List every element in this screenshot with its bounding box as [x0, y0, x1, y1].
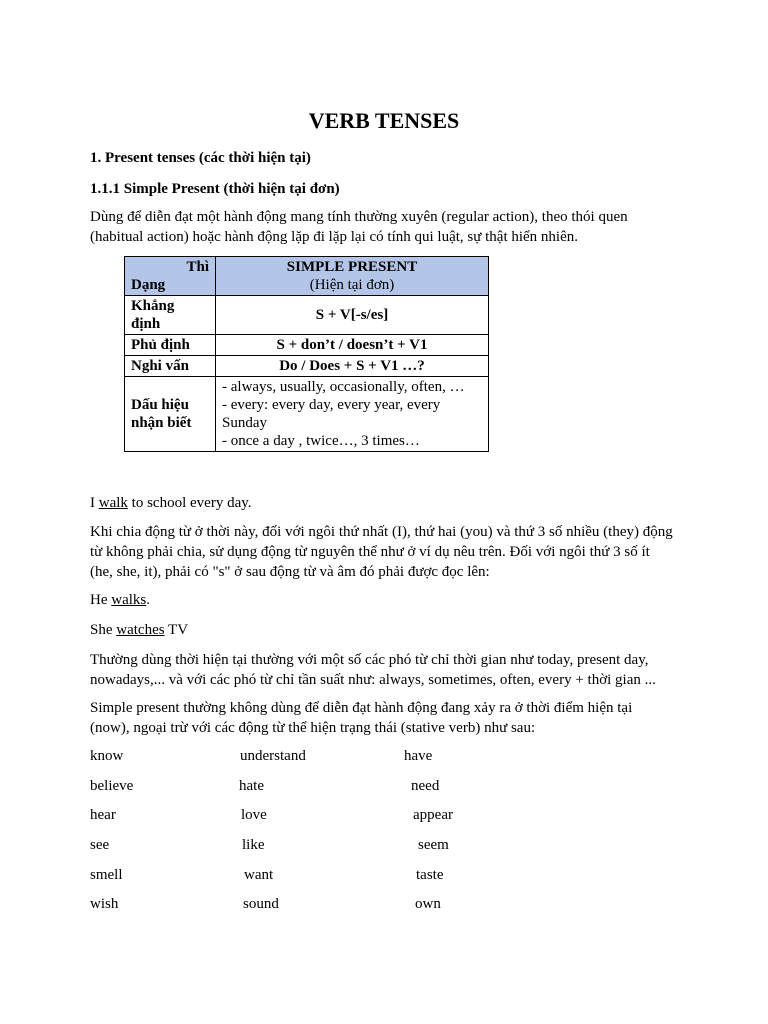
sign-line: - always, usually, occasionally, often, …	[222, 379, 465, 395]
example-text: I	[90, 495, 99, 511]
section-heading-simple-present: 1.1.1 Simple Present (thời hiện tại đơn)	[90, 181, 340, 197]
table-row	[125, 335, 489, 356]
stative-paragraph	[90, 698, 710, 738]
verb-item: taste	[416, 867, 444, 883]
row-label-line: Dấu hiệu	[131, 397, 189, 413]
verb-item: need	[411, 778, 440, 794]
row-value-signs	[216, 377, 489, 452]
paragraph-line: (now), ngoại trừ với các động từ thể hiện trạng thái (stative verb) như sau:	[90, 720, 536, 736]
table-row	[125, 356, 489, 377]
verb-item: own	[415, 896, 441, 912]
example-verb: walk	[98, 495, 128, 511]
example-text: He	[90, 592, 112, 608]
verb-item: believe	[90, 778, 134, 794]
intro-line-1: Dùng để diễn đạt một hành động mang tính thường xuyên (regular action), theo thói quen	[90, 209, 628, 225]
row-label-line: Khẳng	[131, 298, 175, 314]
verb-item: seem	[418, 837, 449, 853]
table-row	[125, 296, 489, 335]
row-label-affirmative	[125, 296, 216, 335]
sign-line: - every: every day, every year, every	[222, 397, 441, 413]
row-label-interrogative: Nghi vấn	[125, 356, 216, 377]
corner-label-tense: Thì	[186, 259, 209, 275]
row-value-affirmative: S + V[-s/es]	[216, 296, 489, 335]
row-label-line: định	[131, 316, 161, 332]
paragraph-line: từ không phải chia, sử dụng động từ nguyên thể như ở ví dụ nêu trên. Đối với ngôi thứ 3 số ít	[90, 544, 650, 560]
paragraph-line: (he, she, it), phải có "s" ở sau động từ và âm đó phải được đọc lên:	[90, 564, 490, 580]
sign-line: Sunday	[222, 415, 267, 431]
intro-paragraph	[90, 207, 710, 247]
verb-item: like	[242, 837, 265, 853]
example-text: TV	[164, 622, 189, 638]
paragraph-line: Thường dùng thời hiện tại thường với một số các phó từ chỉ thời gian như today, present day,	[90, 652, 649, 668]
example-text: to school every day.	[127, 495, 252, 511]
table-row	[125, 377, 489, 452]
table-header-cell	[216, 257, 489, 296]
table-corner-cell	[125, 257, 216, 296]
example-verb: walks	[111, 592, 147, 608]
corner-label-form: Dạng	[131, 277, 166, 293]
row-value-negative: S + don’t / doesn’t + V1	[216, 335, 489, 356]
example-text: She	[90, 622, 117, 638]
verb-item: wish	[90, 896, 119, 912]
conjugation-paragraph	[90, 522, 710, 582]
header-subtitle: (Hiện tại đơn)	[309, 277, 395, 293]
verb-item: know	[90, 748, 124, 764]
table-header-row	[125, 257, 489, 296]
verb-item: appear	[413, 807, 453, 823]
example-sentence-1	[90, 493, 690, 513]
verb-item: want	[244, 867, 274, 883]
verb-item: see	[90, 837, 110, 853]
page-title: VERB TENSES	[308, 108, 460, 133]
verb-item: smell	[90, 867, 123, 883]
verb-item: hear	[90, 807, 116, 823]
verb-item: hate	[239, 778, 264, 794]
row-label-signs	[125, 377, 216, 452]
simple-present-table	[124, 256, 489, 452]
paragraph-line: nowadays,... và với các phó từ chỉ tần suất như: always, sometimes, often, every + thời gian ...	[90, 672, 656, 688]
example-sentence-2	[90, 590, 690, 610]
header-title: SIMPLE PRESENT	[286, 259, 418, 275]
example-text: .	[146, 592, 150, 608]
row-label-negative: Phủ định	[125, 335, 216, 356]
paragraph-line: Khi chia động từ ở thời này, đối với ngôi thứ nhất (I), thứ hai (you) và thứ 3 số nhiều (they) động	[90, 524, 673, 540]
verb-item: understand	[240, 748, 306, 764]
intro-line-2: (habitual action) hoặc hành động lặp đi lặp lại có tính qui luật, sự thật hiển nhiên.	[90, 229, 579, 245]
verb-item: have	[404, 748, 433, 764]
verb-item: sound	[243, 896, 279, 912]
example-sentence-3	[90, 620, 690, 640]
sign-line: - once a day , twice…, 3 times…	[222, 433, 420, 449]
row-label-line: nhận biết	[131, 415, 192, 431]
verb-item: love	[241, 807, 267, 823]
row-value-interrogative: Do / Does + S + V1 …?	[216, 356, 489, 377]
section-heading-present-tenses: 1. Present tenses (các thời hiện tại)	[90, 150, 311, 166]
paragraph-line: Simple present thường không dùng để diễn đạt hành động đang xảy ra ở thời điểm hiện tại	[90, 700, 633, 716]
example-verb: watches	[116, 622, 165, 638]
adverbs-paragraph	[90, 650, 710, 690]
